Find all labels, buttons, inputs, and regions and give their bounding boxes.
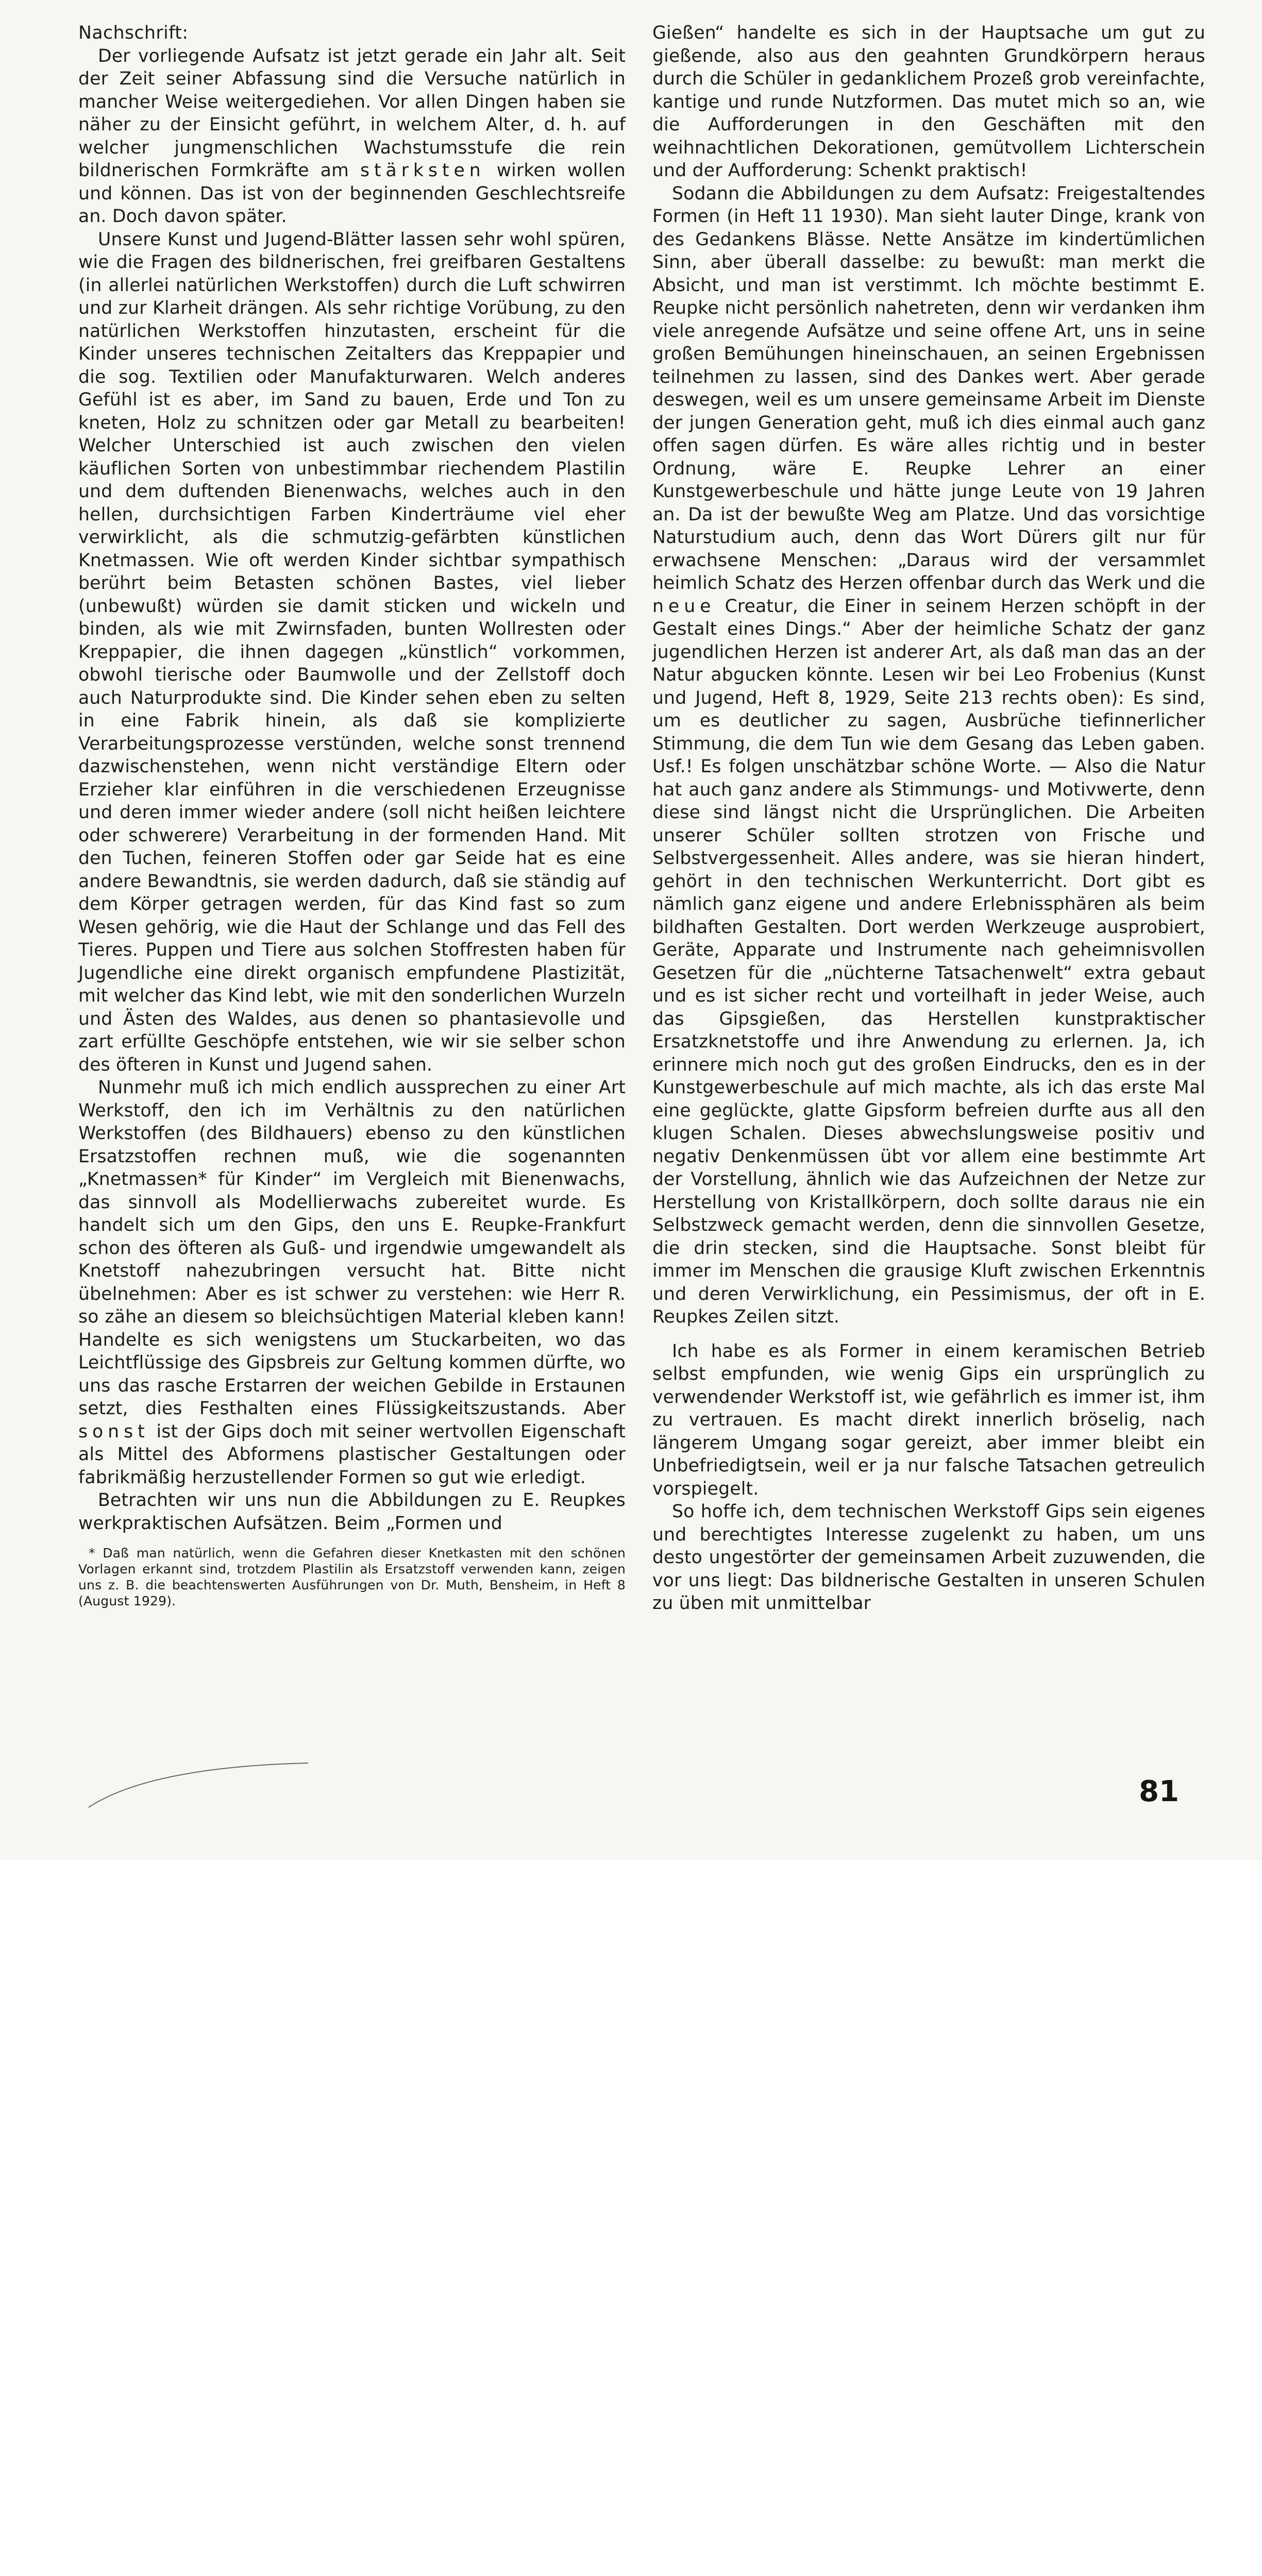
paragraph: Ich habe es als Former in einem keramischen Betrieb selbst empfunden, wie wenig Gips ein ursprünglich zu verwendender Werkstoff ist, wie gefährlich es immer ist, ihm zu vertrauen. Es macht direkt innerlich bröselig, nach längerem Umgang sogar gereizt, aber immer bleibt ein Unbefriedigtsein, weil er ja nur falsche Tatsachen getreulich vorspiegelt.: [652, 1341, 1205, 1499]
paragraph: Gießen“ handelte es sich in der Hauptsache um gut zu gießende, also aus den geahnten Grundkörpern heraus durch die Schüler in gedanklichem Prozeß grob vereinfachte, kantige und runde Nutzformen. Das mutet mich so an, wie die Aufforderungen in den Geschäften mit den weihnachtlichen Dekorationen, gemütvollem Lichterschein und der Aufforderung: Schenkt praktisch!: [652, 23, 1205, 181]
paragraph: [78, 1076, 626, 1489]
paragraph-text: Creatur, die Einer in seinem Herzen schöpft in der Gestalt eines Dings.“ Aber der heimliche Schatz der ganz jugendlichen Herzen ist anderer Art, als daß man das an der Natur abgucken könnte. Lesen wir bei Leo Frobenius (Kunst und Jugend, Heft 8, 1929, Seite 213 rechts oben): Es sind, um es deutlicher zu sagen, Ausbrüche tiefinnerlicher Stimmung, die dem Tun wie dem Gesang das Leben gaben. Usf.! Es folgen unschätzbar schöne Worte. — Also die Natur hat auch ganz andere als Stimmungs- und Motivwerte, denn diese sind längst nicht die Ursprünglichen. Die Arbeiten unserer Schüler sollten strotzen von Frische und Selbstvergessenheit. Alles andere, was sie hieran hindert, gehört in den technischen Werkunterricht. Dort gibt es nämlich ganz eigene und andere Erlebnissphären als beim bildhaften Gestalten. Dort werden Werkzeuge ausprobiert, Geräte, Apparate und Instrumente nach geheimnisvollen Gesetzen für die „nüchterne Tatsachenwelt“ extra gebaut und es ist sicher recht und vorteilhaft in jeder Weise, auch das Gipsgießen, das Herstellen kunstpraktischer Ersatzknetstoffe und ihre Anwendung zu erlernen. Ja, ich erinnere mich noch gut des großen Eindrucks, den es in der Kunstgewerbeschule auf mich machte, als ich das erste Mal eine geglückte, glatte Gipsform befreien durfte aus all den klugen Schalen. Dieses abwechslungsweise positiv und negativ Denkenmüssen übt vor allem eine bestimmte Art der Vorstellung, ähnlich wie das Aufzeichnen der Netze zur Herstellung von Kristallkörpern, doch sollte daraus nie ein Selbstzweck gemacht werden, denn die sinnvollen Gesetze, die drin stecken, sind die Hauptsache. Sonst bleibt für immer im Menschen die grausige Kluft zwischen Erkenntnis und deren Verwirklichung, ein Pessimismus, der oft in E. Reupkes Zeilen sitzt.: [652, 596, 1205, 1327]
paragraph: Betrachten wir uns nun die Abbildungen zu E. Reupkes werkpraktischen Aufsätzen. Beim „Formen und: [78, 1490, 626, 1534]
right-column: [652, 22, 1205, 1615]
paragraph-text: Nunmehr muß ich mich endlich aussprechen zu einer Art Werkstoff, den ich im Verhältnis zu den natürlichen Werkstoffen (des Bildhauers) ebenso zu den künstlichen Ersatzstoffen rechnen muß, wie die sogenannten „Knetmassen* für Kinder“ im Vergleich mit Bienenwachs, das sinnvoll als Modellierwachs zubereitet wurde. Es handelt sich um den Gips, den uns E. Reupke-Frankfurt schon des öfteren als Guß- und irgendwie umgewandelt als Knetstoff nahezubringen versucht hat. Bitte nicht übelnehmen: Aber es ist schwer zu verstehen: wie Herr R. so zähe an diesem so bleichsüchtigen Material kleben kann! Handelte es sich wenigstens um Stuckarbeiten, wo das Leichtflüssige des Gipsbreis zur Geltung kommen dürfte, wo uns das rasche Erstarren der weichen Gebilde in Erstaunen setzt, dies Festhalten eines Flüssigkeitszustands. Aber: [78, 1077, 626, 1419]
paragraph: So hoffe ich, dem technischen Werkstoff Gips sein eigenes und berechtigtes Interesse zugelenkt zu haben, um uns desto ungestörter der gemeinsamen Arbeit zuzuwenden, die vor uns liegt: Das bildnerische Gestalten in unseren Schulen zu üben mit unmittelbar: [652, 1501, 1205, 1614]
paragraph-text: Der vorliegende Aufsatz ist jetzt gerade ein Jahr alt. Seit der Zeit seiner Abfassung sind die Versuche natürlich in mancher Weise weitergediehen. Vor allen Dingen haben sie näher zu der Einsicht geführt, in welchem Alter, d. h. auf welcher jungmenschlichen Wachstumsstufe die rein bildnerischen Formkräfte am: [78, 45, 626, 181]
paragraph-text: Sodann die Abbildungen zu dem Aufsatz: Freigestaltendes Formen (in Heft 11 1930). Man sieht lauter Dinge, krank von des Gedankens Blässe. Nette Ansätze im kindertümlichen Sinn, aber überall dasselbe: zu bewußt: man merkt die Absicht, und man ist verstimmt. Ich möchte bestimmt E. Reupke nicht persönlich nahetreten, denn wir verdanken ihm viele anregende Aufsätze und seine offene Art, uns in seine großen Bemühungen hineinschauen, an seinen Ergebnissen teilnehmen zu lassen, sind des Dankes wert. Aber gerade deswegen, weil es um unsere gemeinsame Arbeit im Dienste der jungen Generation geht, muß ich dies einmal auch ganz offen sagen dürfen. Es wäre alles richtig und in bester Ordnung, wäre E. Reupke Lehrer an einer Kunstgewerbeschule und hätte junge Leute von 19 Jahren an. Da ist der bewußte Weg am Platze. Und das vorsichtige Naturstudium auch, denn das Wort Dürers gilt nur für erwachsene Menschen: „Daraus wird der versammlet heimlich Schatz des Herzen offenbar durch das Werk und die: [652, 183, 1205, 594]
decorative-rule: [88, 1762, 309, 1808]
footer-bar: [0, 1860, 1262, 1951]
postscript-heading: Nachschrift:: [78, 23, 189, 43]
paragraph: Unsere Kunst und Jugend-Blätter lassen sehr wohl spüren, wie die Fragen des bildnerischen, frei greifbaren Gestaltens (in allerlei natürlichen Werkstoffen) durch die Luft schwirren und zur Klarheit drängen. Als sehr richtige Vorübung, zu den natürlichen Werkstoffen hinzutasten, erscheint für die Kinder unseres technischen Zeitalters das Kreppapier und die sog. Textilien oder Manufakturwaren. Welch anderes Gefühl ist es aber, im Sand zu bauen, Erde und Ton zu kneten, Holz zu schnitzen oder gar Metall zu bearbeiten! Welcher Unterschied ist auch zwischen den vielen käuflichen Sorten von unbestimmbar riechendem Plastilin und dem duftenden Bienenwachs, welches auch in den hellen, durchsichtigen Farben Kinderträume viel eher verwirklicht, als die schmutzig-gefärbten künstlichen Knetmassen. Wie oft werden Kinder sichtbar sympathisch berührt beim Betasten schönen Bastes, viel lieber (unbewußt) würden sie damit sticken und wickeln und binden, als wie mit Zwirnsfaden, bunten Wollresten oder Kreppapier, die ihnen dagegen „künstlich“ vorkommen, obwohl tierische oder Baumwolle und der Zellstoff doch auch Naturprodukte sind. Die Kinder sehen eben zu selten in eine Fabrik hinein, als daß sie komplizierte Verarbeitungsprozesse verstünden, welche sonst trennend dazwischenstehen, wenn nicht verständige Eltern oder Erzieher klar einführen in die verschiedenen Erzeugnisse und deren immer wieder andere (soll nicht heißen leichtere oder schwerere) Verarbeitung in der formenden Hand. Mit den Tuchen, feineren Stoffen oder gar Seide hat es eine andere Bewandtnis, sie werden dadurch, daß sie ständig auf dem Körper getragen werden, für das Kind fast so zum Wesen gehörig, wie die Haut der Schlange und das Fell des Tieres. Puppen und Tiere aus solchen Stoffresten haben für Jugendliche eine direkt organisch empfundene Plastizität, mit welcher das Kind lebt, wie mit den sonderlichen Wurzeln und Ästen des Waldes, aus denen so phantasievolle und zart erfüllte Geschöpfe entstehen, wie wir sie selber schon des öfteren in Kunst und Jugend sahen.: [78, 229, 626, 1075]
left-column: [78, 22, 626, 1609]
paragraph-text: ist der Gips doch mit seiner wertvollen Eigenschaft als Mittel des Abformens plastischer Gestaltungen oder fabrikmäßig herzustellender Formen so gut wie erledigt.: [78, 1421, 626, 1488]
footnote: * Daß man natürlich, wenn die Gefahren dieser Knetkasten mit den schönen Vorlagen erkannt sind, trotzdem Plastilin als Ersatzstoff verwenden kann, zeigen uns z. B. die beachtenswerten Ausführungen von Dr. Muth, Bensheim, in Heft 8 (August 1929).: [78, 1546, 626, 1608]
emphasized-word: stärksten: [360, 160, 485, 181]
emphasized-word: neue: [652, 596, 716, 617]
paragraph: [78, 45, 626, 228]
page-number: 81: [1139, 1775, 1179, 1808]
paragraph-text: wirken wollen und können. Das ist von der beginnenden Geschlechtsreife an. Doch davon später.: [78, 160, 626, 227]
emphasized-word: sonst: [78, 1421, 149, 1442]
paragraph: [652, 182, 1205, 1329]
